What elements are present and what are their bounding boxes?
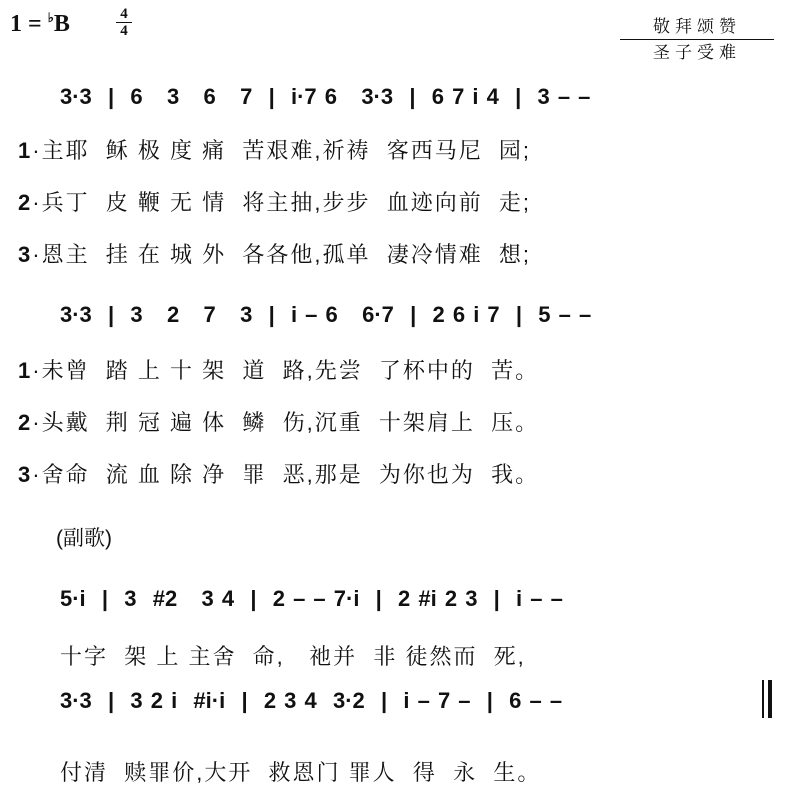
category-label-2: 圣子受难	[653, 43, 741, 62]
verse-number: 1	[18, 358, 33, 383]
verse-number: 2	[18, 410, 33, 435]
lyric-line	[18, 458, 539, 489]
verse-number: 1	[18, 138, 33, 163]
lyric-line	[18, 238, 531, 269]
lyric-line	[18, 134, 531, 165]
lyric-line	[18, 406, 539, 437]
final-barline-thin	[762, 680, 764, 718]
lyric-text: ·主耶 稣 极 度 痛 苦艰难,祈祷 客西马尼 园;	[32, 138, 532, 163]
category-label-1: 敬拜颂赞	[620, 12, 774, 40]
notation-line-4: 3·3 | 3 2 i #i·i | 2 3 4 3·2 | i – 7 – | 6 – –	[60, 688, 563, 713]
lyric-line	[18, 186, 531, 217]
lyric-text: ·头戴 荆 冠 遍 体 鳞 伤,沉重 十架肩上 压。	[32, 410, 540, 435]
refrain-label: (副歌)	[56, 527, 112, 550]
time-signature-top: 4	[120, 6, 128, 22]
lyric-text: ·舍命 流 血 除 净 罪 恶,那是 为你也为 我。	[32, 462, 540, 487]
final-barline-thick	[768, 680, 772, 718]
notation-line-1: 3·3 | 6 3 6 7 | i·7 6 3·3 | 6 7 i 4 | 3 – –	[60, 84, 591, 109]
lyric-text: ·恩主 挂 在 城 外 各各他,孤单 凄冷情难 想;	[32, 242, 532, 267]
verse-number: 3	[18, 242, 33, 267]
notation-line-2: 3·3 | 3 2 7 3 | i – 6 6·7 | 2 6 i 7 | 5 – –	[60, 302, 592, 327]
notation-line-3: 5·i | 3 #2 3 4 | 2 – – 7·i | 2 #i 2 3 | i – –	[60, 586, 563, 611]
lyric-line	[18, 354, 539, 385]
lyric-text: ·未曾 踏 上 十 架 道 路,先尝 了杯中的 苦。	[32, 358, 540, 383]
verse-number: 2	[18, 190, 33, 215]
verse-number: 3	[18, 462, 33, 487]
lyric-text: ·兵丁 皮 鞭 无 情 将主抽,步步 血迹向前 走;	[32, 190, 532, 215]
refrain-lyric-1: 十字 架 上 主舍 命, 祂并 非 徒然而 死,	[60, 644, 526, 669]
time-signature	[114, 6, 134, 39]
refrain-lyric-2: 付清 赎罪价,大开 救恩门 罪人 得 永 生。	[60, 760, 542, 785]
key-signature: 1 = ♭B	[10, 10, 70, 37]
time-signature-bottom: 4	[120, 23, 128, 39]
